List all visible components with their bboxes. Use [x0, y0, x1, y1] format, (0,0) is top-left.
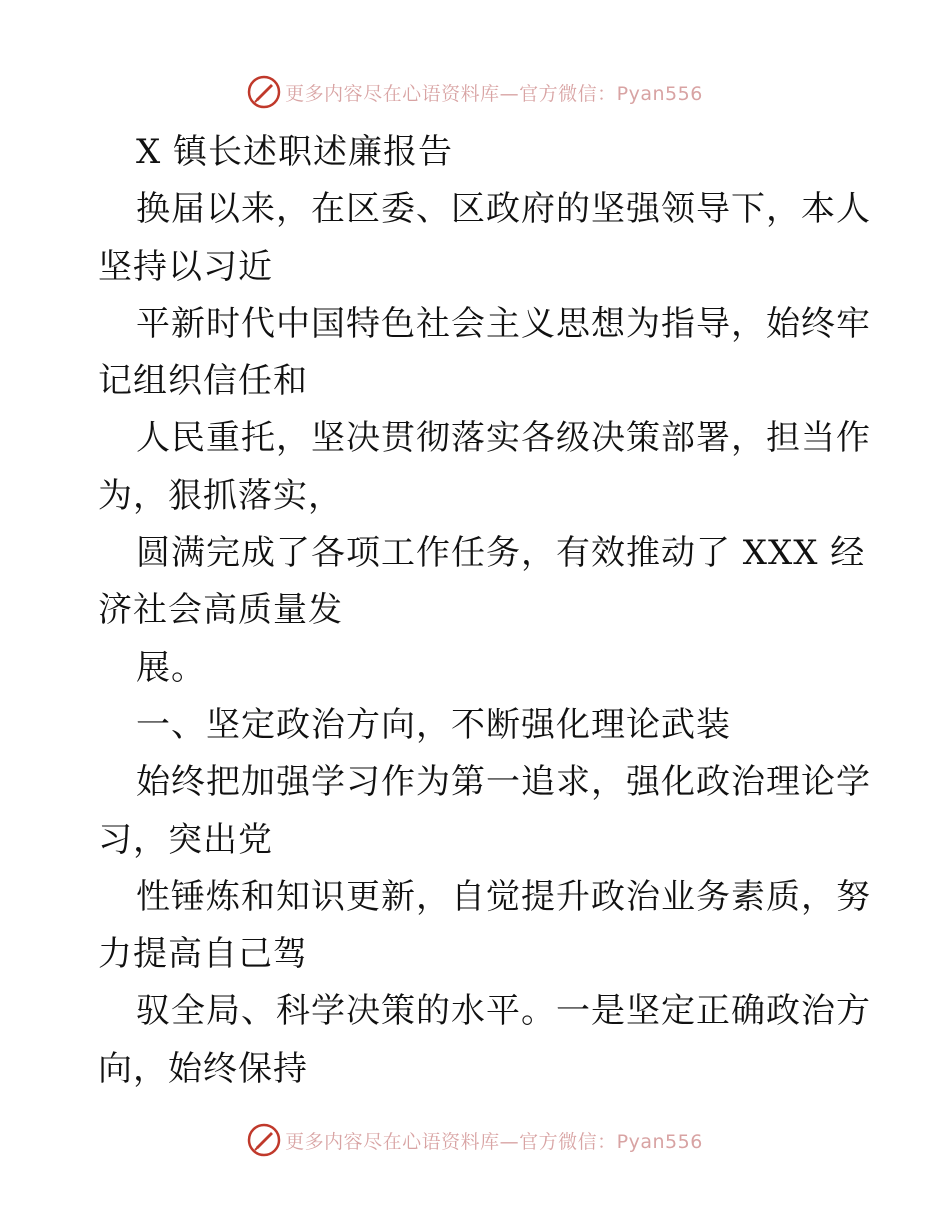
text-line: 一、坚定政治方向，不断强化理论武装 — [136, 704, 731, 745]
text-line: 向，始终保持 — [98, 1048, 308, 1089]
text-line: X 镇长述职述廉报告 — [136, 132, 454, 172]
text-line: 平新时代中国特色社会主义思想为指导，始终牢 — [136, 303, 871, 344]
document-body — [98, 124, 871, 1098]
text-line: 展。 — [136, 647, 206, 688]
footer-watermark — [0, 1118, 950, 1162]
text-line: 圆满完成了各项工作任务，有效推动了 XXX 经 — [136, 533, 866, 574]
text-line: 换届以来，在区委、区政府的坚强领导下，本人 — [136, 189, 871, 230]
text-line: 习，突出党 — [98, 819, 273, 860]
text-line: 坚持以习近 — [98, 246, 273, 287]
text-line: 力提高自己驾 — [98, 934, 308, 975]
header-watermark — [0, 70, 950, 114]
text-line: 记组织信任和 — [98, 361, 308, 402]
quill-logo-icon — [247, 1123, 281, 1157]
text-line: 济社会高质量发 — [98, 590, 343, 631]
text-line: 人民重托，坚决贯彻落实各级决策部署，担当作 — [136, 418, 871, 459]
text-line: 始终把加强学习作为第一追求，强化政治理论学 — [136, 762, 871, 803]
watermark-text: 更多内容尽在心语资料库—官方微信：Pyan556 — [285, 1130, 703, 1153]
text-line: 为，狠抓落实， — [98, 475, 343, 516]
text-line: 性锤炼和知识更新，自觉提升政治业务素质，努 — [136, 876, 871, 917]
quill-logo-icon — [247, 75, 281, 109]
text-line: 驭全局、科学决策的水平。一是坚定正确政治方 — [136, 991, 871, 1032]
watermark-text: 更多内容尽在心语资料库—官方微信：Pyan556 — [285, 82, 703, 105]
